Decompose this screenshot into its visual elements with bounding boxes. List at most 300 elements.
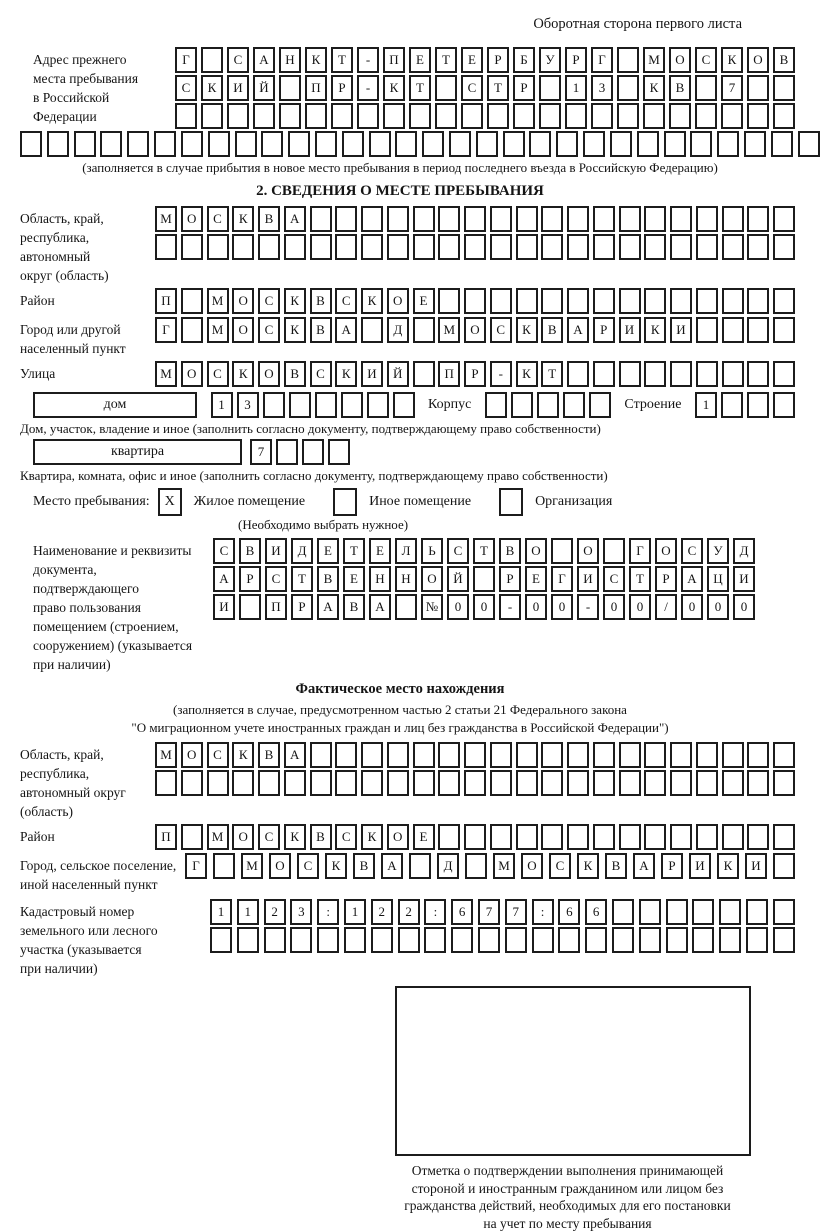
char-cell: Т [473,538,495,564]
char-cell [335,206,357,232]
char-cell: К [284,288,306,314]
field-document [33,538,755,674]
char-cell: О [258,361,280,387]
char-cell [47,131,69,157]
char-cell [539,75,561,101]
apartment-number-cells [250,439,350,465]
char-cell: Д [291,538,313,564]
char-cell [556,131,578,157]
field-stay-place [33,488,795,516]
char-cell [747,392,769,418]
char-cell [617,47,639,73]
char-cell [773,317,795,343]
char-cell [490,234,512,260]
char-cell [773,927,795,953]
char-cell [210,927,232,953]
char-cell [696,317,718,343]
char-cell [451,927,473,953]
char-cell: Т [435,47,457,73]
char-cell: Е [369,538,391,564]
char-cell: Т [343,538,365,564]
char-cell: С [258,317,280,343]
char-cell: М [155,361,177,387]
char-cell: С [258,288,280,314]
char-cell [567,770,589,796]
char-cell [747,770,769,796]
char-cell: К [516,361,538,387]
char-cell [127,131,149,157]
char-cell: М [207,317,229,343]
char-cell [746,899,768,925]
char-cell: К [305,47,327,73]
char-cell: - [357,47,379,73]
char-cell: К [325,853,347,879]
char-cell: И [689,853,711,879]
char-cell: В [310,824,332,850]
char-cell [175,103,197,129]
cell-row [155,361,795,387]
char-cell [670,824,692,850]
house-note: Дом, участок, владение и иное (заполнить согласно документу, подтверждающему право собственности) [20,421,601,436]
korpus-label: Корпус [428,397,472,412]
char-cell: Й [447,566,469,592]
char-cell [361,234,383,260]
char-cell: В [310,317,332,343]
checkbox-other-premises [333,488,357,516]
cell-row [155,824,795,850]
char-cell [612,899,634,925]
char-cell [317,927,339,953]
char-cell: С [490,317,512,343]
char-cell [516,234,538,260]
char-cell: О [464,317,486,343]
checkbox-organization [499,488,523,516]
char-cell: С [297,853,319,879]
char-cell [361,317,383,343]
char-cell [398,927,420,953]
cadastre-cell-rows [210,899,795,953]
char-cell: А [681,566,703,592]
char-cell [721,392,743,418]
char-cell [438,288,460,314]
char-cell [387,206,409,232]
district-label: Район [20,293,55,308]
char-cell [261,131,283,157]
char-cell [747,742,769,768]
char-cell: К [232,361,254,387]
char-cell [721,103,743,129]
char-cell: С [265,566,287,592]
char-cell [335,770,357,796]
char-cell: 7 [505,899,527,925]
district-actual-label: Район [20,829,55,844]
char-cell [155,234,177,260]
char-cell: Р [593,317,615,343]
char-cell: С [175,75,197,101]
char-cell [722,234,744,260]
char-cell: 7 [721,75,743,101]
char-cell [369,131,391,157]
region-actual-label: Область, край, республика, автономный округ (область) [20,747,126,819]
char-cell [644,742,666,768]
char-cell: : [532,899,554,925]
char-cell: К [284,824,306,850]
char-cell: / [655,594,677,620]
char-cell: О [181,742,203,768]
char-cell: 3 [591,75,613,101]
char-cell [695,103,717,129]
char-cell: Е [461,47,483,73]
char-cell [154,131,176,157]
char-cell [593,824,615,850]
char-cell [438,824,460,850]
char-cell [670,742,692,768]
char-cell [476,131,498,157]
char-cell [207,770,229,796]
char-cell [490,288,512,314]
house-word-box: дом [33,392,197,418]
char-cell [20,131,42,157]
char-cell: В [669,75,691,101]
char-cell [263,392,285,418]
char-cell [264,927,286,953]
field-apartment [33,439,795,465]
char-cell [438,234,460,260]
char-cell: 6 [585,899,607,925]
char-cell [288,131,310,157]
char-cell: Д [437,853,459,879]
char-cell: У [539,47,561,73]
char-cell: К [361,288,383,314]
char-cell [670,770,692,796]
char-cell: О [387,824,409,850]
apartment-note: Квартира, комната, офис и иное (заполнить согласно документу, подтверждающему право собственности) [20,468,608,483]
char-cell [591,103,613,129]
char-cell [310,206,332,232]
char-cell [539,103,561,129]
char-cell: В [499,538,521,564]
char-cell [284,234,306,260]
region-cell-rows [155,206,795,260]
char-cell: О [269,853,291,879]
char-cell [258,234,280,260]
char-cell [395,594,417,620]
char-cell [201,103,223,129]
char-cell: С [461,75,483,101]
char-cell [567,361,589,387]
char-cell: : [424,899,446,925]
char-cell: П [155,824,177,850]
char-cell [207,234,229,260]
cell-row [210,927,795,953]
char-cell: С [207,742,229,768]
char-cell [692,927,714,953]
char-cell: В [343,594,365,620]
korpus-cells [485,392,611,418]
char-cell [490,742,512,768]
char-cell: 3 [237,392,259,418]
option-other-premises-label: Иное помещение [369,494,472,509]
char-cell: О [669,47,691,73]
char-cell [335,234,357,260]
char-cell [747,206,769,232]
char-cell [213,853,235,879]
char-cell: М [207,288,229,314]
checkbox-dwelling: X [158,488,182,516]
char-cell [567,234,589,260]
char-cell: Н [395,566,417,592]
cell-row [155,234,795,260]
char-cell [461,103,483,129]
char-cell: 7 [478,899,500,925]
char-cell: О [232,317,254,343]
field-district [20,288,795,314]
char-cell: С [681,538,703,564]
char-cell: 7 [250,439,272,465]
char-cell: Р [487,47,509,73]
section3-title: Фактическое место нахождения [295,681,505,697]
char-cell: Т [629,566,651,592]
char-cell [367,392,389,418]
char-cell [181,288,203,314]
char-cell [328,439,350,465]
field-cadastre [20,899,795,978]
char-cell: Т [331,47,353,73]
char-cell [181,824,203,850]
char-cell [643,103,665,129]
char-cell [505,927,527,953]
prev-address-label: Адрес прежнего места пребывания в Российской Федерации [33,52,139,124]
cell-row [155,317,795,343]
cell-row [213,538,755,564]
char-cell: 0 [447,594,469,620]
char-cell [361,742,383,768]
char-cell: Р [291,594,313,620]
char-cell [424,927,446,953]
field-region [20,206,795,285]
char-cell: А [284,206,306,232]
char-cell: У [707,538,729,564]
char-cell: - [357,75,379,101]
char-cell [371,927,393,953]
char-cell [344,927,366,953]
char-cell [719,899,741,925]
field-city [20,317,795,358]
char-cell [516,770,538,796]
char-cell [413,206,435,232]
char-cell: 1 [210,899,232,925]
char-cell [696,770,718,796]
char-cell: А [369,594,391,620]
char-cell: 3 [290,899,312,925]
char-cell: Т [487,75,509,101]
char-cell: Й [253,75,275,101]
char-cell [773,742,795,768]
cell-row [185,853,795,879]
char-cell [558,927,580,953]
char-cell [181,131,203,157]
char-cell [619,288,641,314]
char-cell [773,392,795,418]
stroenie-label: Строение [624,397,682,412]
char-cell: П [438,361,460,387]
cell-row [155,206,795,232]
char-cell [644,206,666,232]
char-cell [589,392,611,418]
char-cell: Е [413,288,435,314]
char-cell [603,538,625,564]
char-cell: М [241,853,263,879]
char-cell: О [655,538,677,564]
char-cell: С [207,361,229,387]
char-cell [393,392,415,418]
char-cell: 0 [707,594,729,620]
char-cell [722,742,744,768]
confirmation-stamp-caption: Отметка о подтверждении выполнения принимающей стороной и иностранным гражданином или лицом без гражданства действий, необходимых для его постановки на учет по месту пребывания [404,1163,731,1231]
char-cell: В [317,566,339,592]
char-cell: 6 [558,899,580,925]
char-cell: О [525,538,547,564]
char-cell: 0 [733,594,755,620]
char-cell [464,234,486,260]
char-cell [612,927,634,953]
char-cell [773,361,795,387]
char-cell [695,75,717,101]
char-cell [747,361,769,387]
char-cell [253,103,275,129]
confirmation-stamp-box [395,986,751,1156]
char-cell: 0 [551,594,573,620]
char-cell [227,103,249,129]
char-cell [696,742,718,768]
char-cell [279,103,301,129]
char-cell: Р [513,75,535,101]
cell-row [213,594,755,620]
char-cell [413,317,435,343]
char-cell [516,742,538,768]
char-cell: И [577,566,599,592]
char-cell: Ь [421,538,443,564]
char-cell [284,770,306,796]
char-cell [639,899,661,925]
char-cell: С [207,206,229,232]
char-cell [692,899,714,925]
char-cell: И [733,566,755,592]
char-cell [490,824,512,850]
char-cell [413,770,435,796]
char-cell [617,103,639,129]
char-cell: И [745,853,767,879]
char-cell [438,742,460,768]
char-cell [383,103,405,129]
char-cell: 2 [398,899,420,925]
char-cell [610,131,632,157]
char-cell [331,103,353,129]
char-cell: Ц [707,566,729,592]
char-cell [315,131,337,157]
char-cell: Б [513,47,535,73]
char-cell [747,824,769,850]
char-cell [438,770,460,796]
char-cell [583,131,605,157]
char-cell [541,288,563,314]
char-cell [413,742,435,768]
char-cell: А [213,566,235,592]
char-cell: Е [317,538,339,564]
section3-note: (заполняется в случае, предусмотренном частью 2 статьи 21 Федерального закона "О миграционном учете иностранных граждан и лиц без гражданства в Российской Федерации") [131,702,669,735]
char-cell: : [317,899,339,925]
char-cell: 0 [681,594,703,620]
char-cell: К [201,75,223,101]
cell-row [155,770,795,796]
document-label: Наименование и реквизиты документа, подтверждающего право пользования помещением (строением, сооружением) (указывается при наличии) [33,543,193,672]
cell-row [210,899,795,925]
char-cell [744,131,766,157]
char-cell [593,288,615,314]
char-cell [619,824,641,850]
char-cell [541,742,563,768]
char-cell [644,288,666,314]
char-cell: К [721,47,743,73]
char-cell [666,899,688,925]
char-cell [357,103,379,129]
char-cell: К [232,206,254,232]
char-cell [181,317,203,343]
char-cell [722,288,744,314]
char-cell [747,75,769,101]
char-cell: Р [499,566,521,592]
char-cell [696,361,718,387]
field-region-actual [20,742,795,821]
char-cell [670,206,692,232]
char-cell [464,288,486,314]
field-prev-address [33,47,795,129]
char-cell [773,853,795,879]
char-cell [235,131,257,157]
char-cell: С [258,824,280,850]
char-cell: И [619,317,641,343]
char-cell [593,361,615,387]
char-cell: 1 [695,392,717,418]
char-cell: А [317,594,339,620]
char-cell [449,131,471,157]
cell-row [155,288,795,314]
char-cell [361,770,383,796]
cell-row [175,47,795,73]
char-cell [669,103,691,129]
apartment-word-box: квартира [33,439,242,465]
char-cell [341,392,363,418]
char-cell [387,770,409,796]
char-cell [490,770,512,796]
char-cell [567,742,589,768]
char-cell: А [253,47,275,73]
char-cell: М [155,206,177,232]
char-cell: О [232,824,254,850]
char-cell [670,234,692,260]
char-cell: П [265,594,287,620]
char-cell: Р [239,566,261,592]
char-cell [541,234,563,260]
char-cell [567,288,589,314]
char-cell [644,824,666,850]
char-cell [593,770,615,796]
char-cell [532,927,554,953]
char-cell [690,131,712,157]
char-cell [747,317,769,343]
region-label: Область, край, республика, автономный округ (область) [20,211,109,283]
char-cell [619,770,641,796]
